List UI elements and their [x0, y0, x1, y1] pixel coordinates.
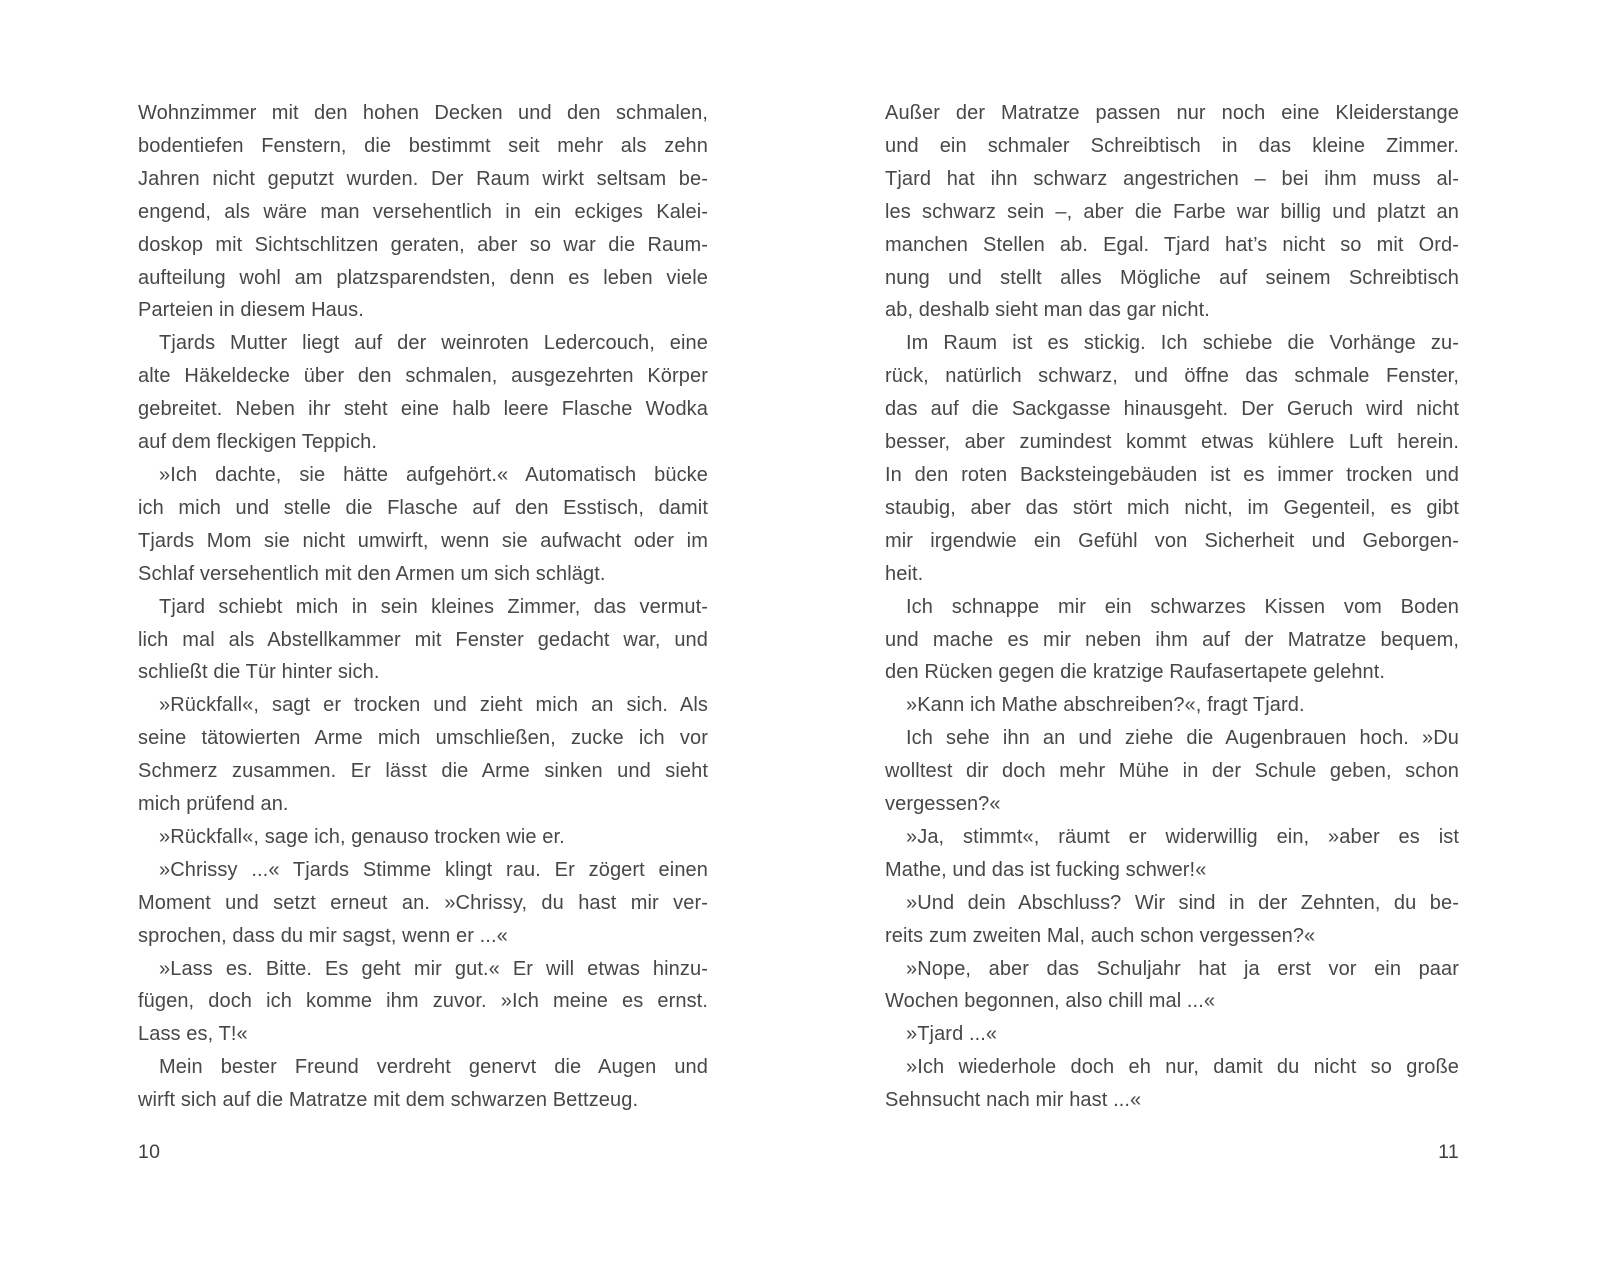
text-line: fügen, doch ich komme ihm zuvor. »Ich meine es ernst.: [138, 990, 708, 1013]
text-line: das auf die Sackgasse hinausgeht. Der Geruch wird nicht: [885, 398, 1459, 421]
text-line: »Lass es. Bitte. Es geht mir gut.« Er will etwas hinzu-: [159, 957, 708, 980]
text-line: »Ich wiederhole doch eh nur, damit du nicht so große: [906, 1056, 1459, 1079]
text-line: »Rückfall«, sagt er trocken und zieht mich an sich. Als: [159, 694, 708, 717]
paragraph: [885, 327, 1459, 590]
text-line: schließt die Tür hinter sich.: [138, 661, 380, 684]
text-line: Wohnzimmer mit den hohen Decken und den schmalen,: [138, 102, 708, 124]
text-line: Schlaf versehentlich mit den Armen um sich schlägt.: [138, 562, 606, 585]
page-number-left: 10: [138, 1141, 161, 1163]
text-line: besser, aber zumindest kommt etwas kühlere Luft herein.: [885, 431, 1459, 454]
text-line: ich mich und stelle die Flasche auf den Esstisch, damit: [138, 496, 708, 519]
text-line: »Und dein Abschluss? Wir sind in der Zehnten, du be-: [906, 891, 1459, 914]
text-line: gebreitet. Neben ihr steht eine halb leere Flasche Wodka: [138, 398, 708, 421]
text-line: Moment und setzt erneut an. »Chrissy, du hast mir ver-: [138, 891, 708, 914]
text-line: »Ich dachte, sie hätte aufgehört.« Automatisch bücke: [159, 463, 708, 486]
text-line: lich mal als Abstellkammer mit Fenster gedacht war, und: [138, 628, 708, 651]
text-line: wirft sich auf die Matratze mit dem schwarzen Bettzeug.: [138, 1089, 639, 1112]
text-line: »Ja, stimmt«, räumt er widerwillig ein, »aber es ist: [906, 825, 1459, 848]
text-line: In den roten Backsteingebäuden ist es immer trocken und: [885, 463, 1459, 486]
paragraph: [885, 1018, 1459, 1051]
text-line: Mathe, und das ist fucking schwer!«: [885, 858, 1207, 881]
paragraph: [885, 97, 1459, 327]
text-line: doskop mit Sichtschlitzen geraten, aber so war die Raum-: [138, 233, 708, 256]
text-line: Tjard hat ihn schwarz angestrichen – bei ihm muss al-: [885, 167, 1459, 190]
text-line: auf dem fleckigen Teppich.: [138, 431, 378, 454]
text-line: manchen Stellen ab. Egal. Tjard hat’s nicht so mit Ord-: [885, 233, 1459, 256]
text-line: heit.: [885, 562, 924, 585]
text-line: Schmerz zusammen. Er lässt die Arme sinken und sieht: [138, 760, 708, 783]
paragraph: [138, 953, 708, 1052]
text-line: Sehnsucht nach mir hast ...«: [885, 1089, 1142, 1112]
page-number-right: 11: [1438, 1141, 1459, 1163]
text-line: Ich schnappe mir ein schwarzes Kissen vom Boden: [906, 595, 1459, 618]
paragraph: [138, 327, 708, 459]
text-line: aufteilung wohl am platzsparendsten, denn es leben viele: [138, 266, 708, 289]
paragraph: [885, 689, 1459, 722]
text-line: bodentiefen Fenstern, die bestimmt seit mehr als zehn: [138, 134, 708, 157]
paragraph: [138, 459, 708, 591]
text-line: »Nope, aber das Schuljahr hat ja erst vor ein paar: [906, 957, 1459, 980]
text-line: »Kann ich Mathe abschreiben?«, fragt Tjard.: [906, 694, 1305, 717]
paragraph: [885, 722, 1459, 821]
text-line: Außer der Matratze passen nur noch eine Kleiderstange: [885, 102, 1459, 124]
text-line: Tjards Mutter liegt auf der weinroten Ledercouch, eine: [159, 332, 708, 355]
text-line: und mache es mir neben ihm auf der Matratze bequem,: [885, 628, 1459, 651]
paragraph: [138, 591, 708, 690]
text-line: sprochen, dass du mir sagst, wenn er ...«: [138, 924, 508, 947]
text-line: ab, deshalb sieht man das gar nicht.: [885, 299, 1210, 322]
text-line: Im Raum ist es stickig. Ich schiebe die Vorhänge zu-: [906, 332, 1459, 355]
text-line: Parteien in diesem Haus.: [138, 299, 364, 322]
text-line: alte Häkeldecke über den schmalen, ausgezehrten Körper: [138, 365, 708, 388]
page-left-text-column: [138, 97, 708, 1117]
text-line: Jahren nicht geputzt wurden. Der Raum wirkt seltsam be-: [138, 167, 708, 190]
text-line: Tjards Mom sie nicht umwirft, wenn sie aufwacht oder im: [138, 529, 708, 552]
text-line: Mein bester Freund verdreht genervt die Augen und: [159, 1056, 708, 1079]
text-line: den Rücken gegen die kratzige Raufasertapete gelehnt.: [885, 661, 1386, 684]
text-line: Wochen begonnen, also chill mal ...«: [885, 990, 1216, 1013]
paragraph: [138, 689, 708, 821]
paragraph: [138, 854, 708, 953]
text-line: und ein schmaler Schreibtisch in das kleine Zimmer.: [885, 134, 1459, 157]
text-line: nung und stellt alles Mögliche auf seinem Schreibtisch: [885, 266, 1459, 289]
paragraph: [885, 953, 1459, 1019]
paragraph: [885, 591, 1459, 690]
text-line: mir irgendwie ein Gefühl von Sicherheit und Geborgen-: [885, 529, 1459, 552]
paragraph: [885, 821, 1459, 887]
paragraph: [885, 1051, 1459, 1117]
text-line: seine tätowierten Arme mich umschließen, zucke ich vor: [138, 727, 708, 750]
paragraph: [138, 821, 708, 854]
paragraph: [138, 97, 708, 327]
text-line: vergessen?«: [885, 793, 1001, 816]
text-line: »Chrissy ...« Tjards Stimme klingt rau. Er zögert einen: [159, 858, 708, 881]
text-line: Tjard schiebt mich in sein kleines Zimmer, das vermut-: [159, 595, 708, 618]
text-line: engend, als wäre man versehentlich in ein eckiges Kalei-: [138, 200, 708, 223]
text-line: wolltest dir doch mehr Mühe in der Schule geben, schon: [885, 760, 1459, 783]
page-right-text-column: [885, 97, 1459, 1117]
text-line: reits zum zweiten Mal, auch schon vergessen?«: [885, 924, 1316, 947]
text-line: staubig, aber das stört mich nicht, im Gegenteil, es gibt: [885, 496, 1459, 519]
text-line: »Rückfall«, sage ich, genauso trocken wie er.: [159, 825, 565, 848]
text-line: Lass es, T!«: [138, 1023, 248, 1046]
text-line: Ich sehe ihn an und ziehe die Augenbrauen hoch. »Du: [906, 727, 1459, 750]
paragraph: [138, 1051, 708, 1117]
text-line: les schwarz sein –, aber die Farbe war billig und platzt an: [885, 200, 1459, 223]
text-line: »Tjard ...«: [906, 1023, 998, 1046]
text-line: mich prüfend an.: [138, 793, 289, 816]
text-line: rück, natürlich schwarz, und öffne das schmale Fenster,: [885, 365, 1459, 388]
paragraph: [885, 887, 1459, 953]
